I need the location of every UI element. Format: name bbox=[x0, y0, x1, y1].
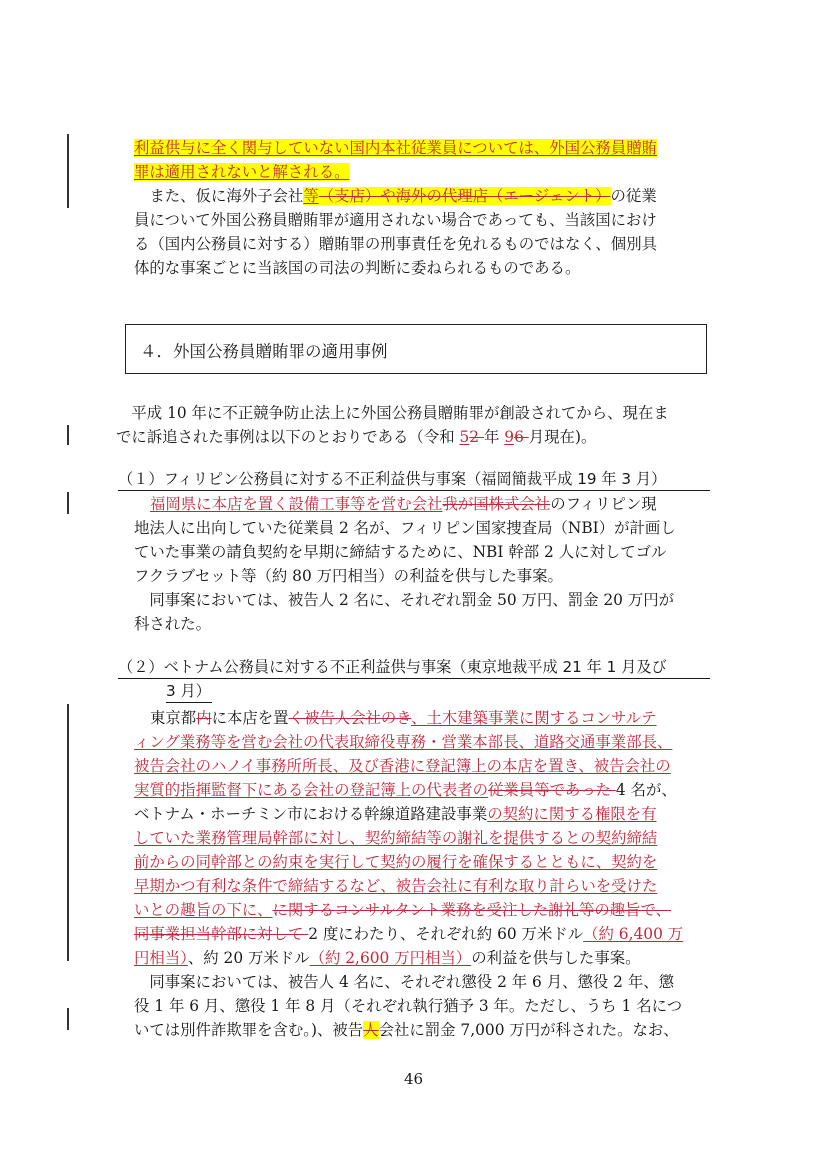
change-bar bbox=[67, 1008, 69, 1030]
deleted-text: 同事業担当幹部に対して bbox=[134, 925, 309, 943]
body-text: 年 bbox=[483, 428, 505, 446]
body-text: でに訴追された事例は以下のとおりである（令和 bbox=[116, 428, 460, 446]
text-line: 員について外国公務員贈賄罪が適用されない場合であっても、当該国におけ bbox=[134, 211, 657, 229]
inserted-text: 5 bbox=[459, 428, 470, 446]
inserted-text: （約 2,600 万円相当） bbox=[309, 949, 472, 967]
case-heading: 3 月） bbox=[166, 682, 211, 700]
deleted-text: 6 bbox=[514, 428, 529, 446]
text-line bbox=[134, 874, 711, 898]
page-number: 46 bbox=[403, 1070, 424, 1088]
body-text: ベトナム・ホーチミン市における幹線道路建設事業 bbox=[134, 805, 488, 823]
deleted-text: 人 bbox=[363, 1021, 379, 1039]
text-line: 役 1 年 6 月、懲役 1 年 8 月（それぞれ執行猶予 3 年。ただし、うち 1 名につ bbox=[134, 997, 683, 1015]
change-bar bbox=[67, 704, 69, 961]
inserted-text: 、土木建築事業に関するコンサルテ bbox=[411, 709, 657, 727]
heading-underline bbox=[118, 490, 710, 491]
inserted-text: 円相当） bbox=[134, 949, 188, 967]
deleted-text: く被告人会社のき bbox=[288, 709, 412, 727]
deleted-text: 内 bbox=[196, 709, 212, 727]
body-text: 4 名が、 bbox=[615, 781, 677, 799]
inserted-text: （約 6,400 万 bbox=[583, 925, 684, 943]
text-line: 平成 10 年に不正競争防止法上に外国公務員贈賄罪が創設されてから、現在ま bbox=[116, 404, 669, 422]
change-bar bbox=[67, 134, 69, 208]
text-line bbox=[134, 802, 711, 826]
section-title: ４．外国公務員贈賄罪の適用事例 bbox=[140, 342, 388, 361]
text-line bbox=[134, 160, 711, 184]
change-bar bbox=[67, 492, 69, 514]
heading-underline bbox=[118, 678, 710, 679]
deleted-text: 我が国株式会社 bbox=[442, 495, 551, 513]
deleted-text: 2 bbox=[469, 428, 484, 446]
text-line bbox=[134, 922, 711, 946]
text-line bbox=[134, 136, 711, 160]
text-line bbox=[150, 706, 711, 730]
inserted-text: していた業務管理局幹部に対し、契約締結等の謝礼を提供するとの契約締結 bbox=[134, 829, 658, 847]
deleted-text: 従業員等であった bbox=[488, 781, 616, 799]
inserted-text: 前からの同幹部との約束を実行して契約の履行を確保するとともに、契約を bbox=[134, 853, 658, 871]
body-text: の従業 bbox=[610, 187, 657, 205]
text-line bbox=[134, 184, 711, 208]
text-line: フクラブセット等（約 80 万円相当）の利益を供与した事案。 bbox=[134, 567, 563, 585]
text-line bbox=[116, 425, 711, 449]
heading-underline bbox=[166, 702, 212, 703]
body-text: 2 度にわたり、それぞれ約 60 万米ドル bbox=[308, 925, 584, 943]
body-text: 月現在)。 bbox=[528, 428, 597, 446]
inserted-text: 実質的指揮監督下にある会社の登記簿上の代表者の bbox=[134, 781, 488, 799]
text-line bbox=[134, 850, 711, 874]
inserted-text: ィング業務等を営む会社の代表取締役専務・営業本部長、道路交通事業部長、 bbox=[134, 733, 673, 751]
text-line bbox=[134, 778, 711, 802]
text-line bbox=[134, 826, 711, 850]
text-line bbox=[134, 754, 711, 778]
body-text: 、約 20 万米ドル bbox=[187, 949, 310, 967]
body-text: に本店を置 bbox=[211, 709, 289, 727]
text-line bbox=[134, 730, 711, 754]
inserted-text: 被告会社のハノイ事務所所長、及び香港に登記簿上の本店を置き、被告会社の bbox=[134, 757, 671, 775]
text-line: 同事案においては、被告人 4 名に、それぞれ懲役 2 年 6 月、懲役 2 年、懲 bbox=[134, 973, 675, 991]
text-line bbox=[134, 898, 711, 922]
inserted-text: 利益供与に全く関与していない国内本社従業員については、外国公務員贈賄 bbox=[134, 139, 657, 157]
deleted-text: に関するコンサルタント業務を受注した謝礼等の趣旨で、 bbox=[272, 901, 671, 919]
inserted-text: いとの趣旨の下に、 bbox=[134, 901, 273, 919]
body-text: また、仮に海外子会社 bbox=[134, 187, 304, 205]
text-line: 地法人に出向していた従業員 2 名が、フィリピン国家捜査局（NBI）が計画し bbox=[134, 519, 676, 537]
inserted-text: 福岡県に本店を置く設備工事等を営む会社 bbox=[150, 495, 443, 513]
body-text: の利益を供与した事案。 bbox=[471, 949, 641, 967]
text-line: る（国内公務員に対する）贈賄罪の刑事責任を免れるものではなく、個別具 bbox=[134, 235, 657, 253]
body-text: 会社に罰金 7,000 万円が科された。なお、 bbox=[378, 1021, 679, 1039]
case-heading: （１）フィリピン公務員に対する不正利益供与事案（福岡簡裁平成 19 年 3 月） bbox=[118, 470, 667, 488]
text-line: 同事案においては、被告人 2 名に、それぞれ罰金 50 万円、罰金 20 万円が bbox=[134, 591, 675, 609]
body-text: 東京都 bbox=[150, 709, 197, 727]
text-line: 科された。 bbox=[134, 615, 211, 633]
inserted-text: 等 bbox=[303, 187, 319, 205]
section-heading-box bbox=[125, 324, 707, 374]
text-line bbox=[150, 492, 711, 516]
text-line: ていた事業の請負契約を早期に締結するために、NBI 幹部 2 人に対してゴル bbox=[134, 543, 667, 561]
text-line bbox=[134, 1018, 711, 1042]
inserted-text: の契約に関する権限を有 bbox=[487, 805, 657, 823]
inserted-text: 9 bbox=[504, 428, 515, 446]
case-heading: （２）ベトナム公務員に対する不正利益供与事案（東京地裁平成 21 年 1 月及び bbox=[118, 658, 667, 676]
change-bar bbox=[67, 425, 69, 445]
inserted-text: 罪は適用されないと解される。 bbox=[134, 163, 350, 181]
deleted-text: （支店）や海外の代理店（エージェント） bbox=[318, 187, 611, 205]
text-line: 体的な事案ごとに当該国の司法の判断に委ねられるものである。 bbox=[134, 259, 581, 277]
body-text: のフィリピン現 bbox=[550, 495, 657, 513]
body-text: いては別件詐欺罪を含む。)、被告 bbox=[134, 1021, 364, 1039]
inserted-text: 早期かつ有利な条件で締結するなど、被告会社に有利な取り計らいを受けた bbox=[134, 877, 658, 895]
text-line bbox=[134, 946, 711, 970]
